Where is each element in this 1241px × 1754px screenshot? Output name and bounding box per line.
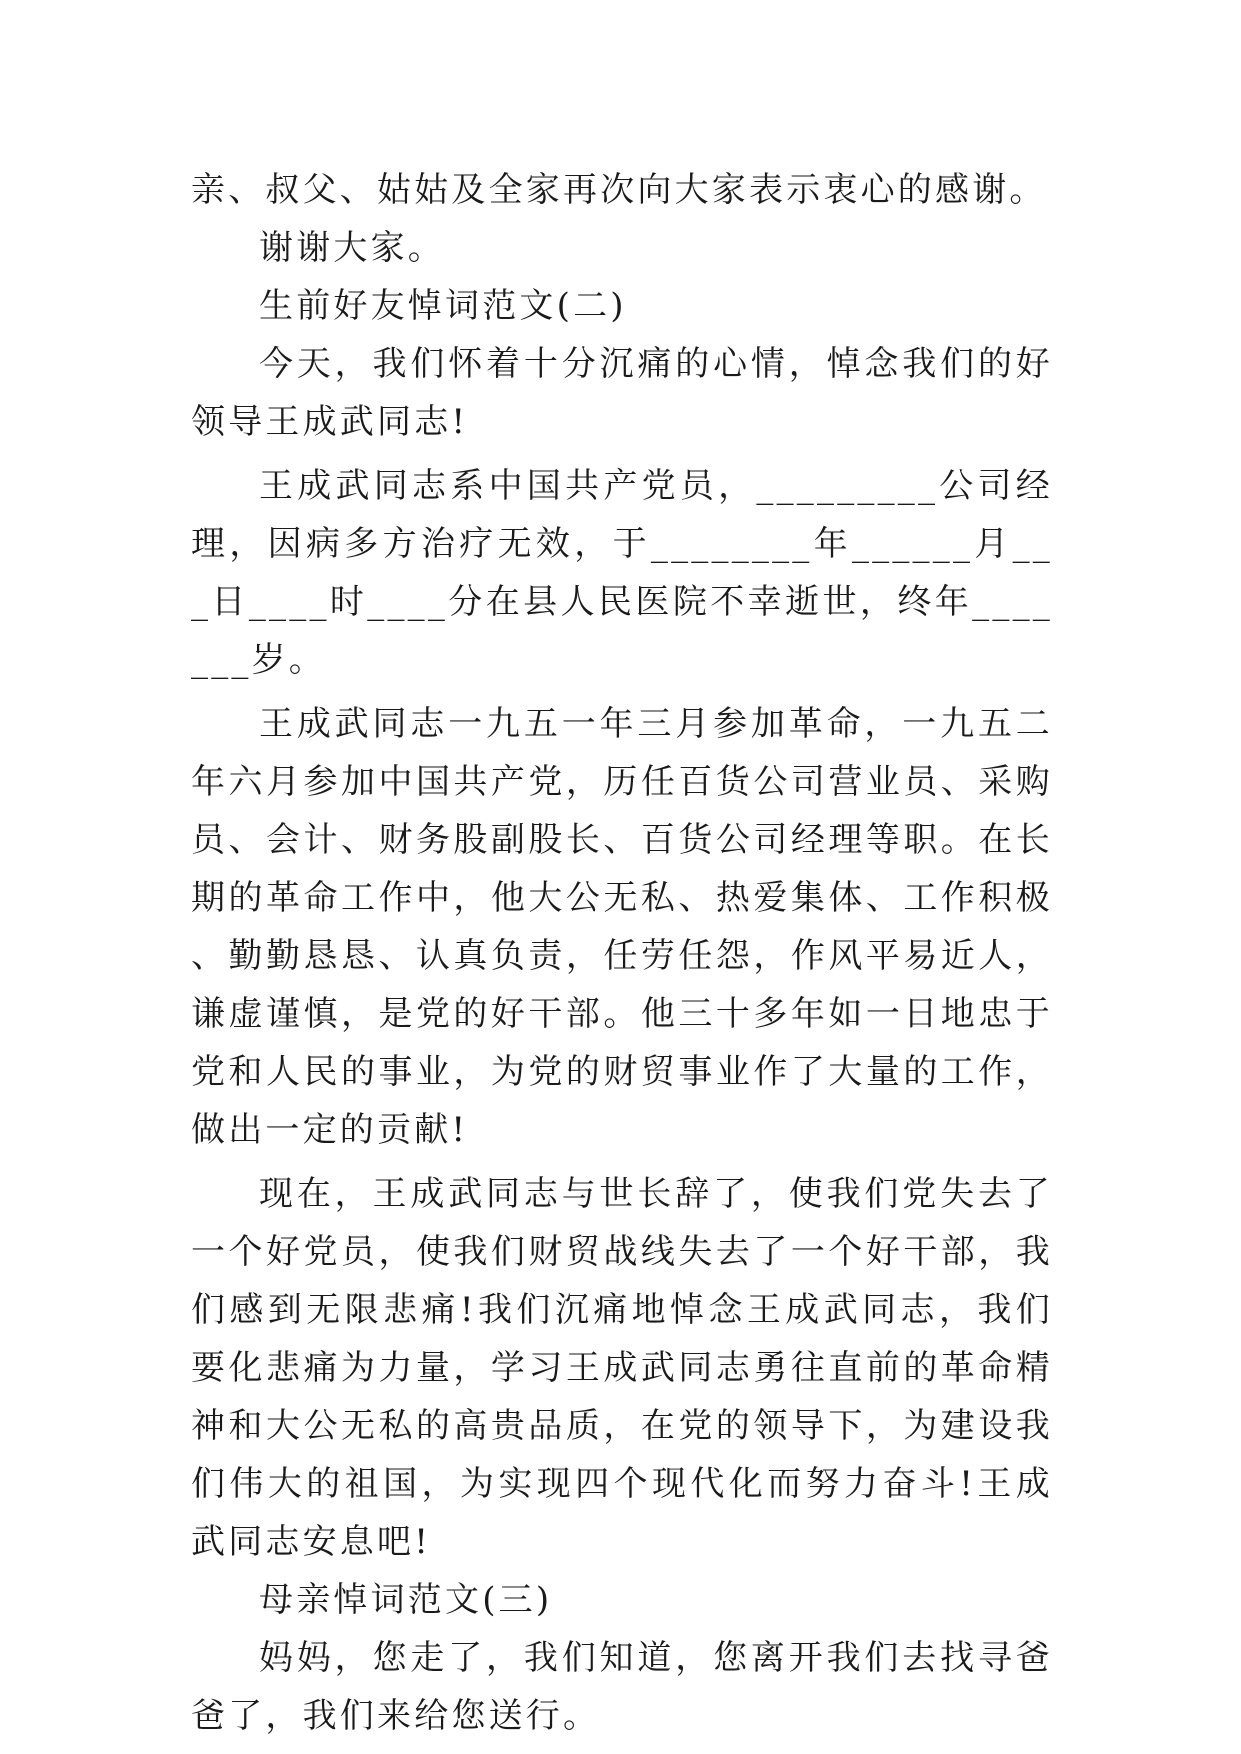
paragraph-obituary-details: 王成武同志系中国共产党员，_________公司经理，因病多方治疗无效，于________年______月___日____时____分在县人民医院不幸逝世，终年_______岁。 [191, 466, 1053, 680]
paragraph-opening: 今天，我们怀着十分沉痛的心情，悼念我们的好领导王成武同志! [191, 344, 1053, 442]
section-heading-3: 母亲悼词范文(三) [259, 1580, 553, 1620]
paragraph-closing-thanks: 亲、叔父、姑姑及全家再次向大家表示衷心的感谢。 [191, 170, 1047, 210]
document-body [191, 161, 1053, 1745]
paragraph-mourning: 现在，王成武同志与世长辞了，使我们党失去了一个好党员，使我们财贸战线失去了一个好干部，我们感到无限悲痛!我们沉痛地悼念王成武同志，我们要化悲痛为力量，学习王成武同志勇往直前的革命精神和大公无私的高贵品质，在党的领导下，为建设我们伟大的祖国，为实现四个现代化而努力奋斗!王成武同志安息吧! [191, 1174, 1053, 1562]
paragraph-mother-farewell: 妈妈，您走了，我们知道，您离开我们去找寻爸爸了，我们来给您送行。 [191, 1638, 1053, 1736]
section-heading-2: 生前好友悼词范文(二) [259, 286, 627, 326]
paragraph-biography: 王成武同志一九五一年三月参加革命，一九五二年六月参加中国共产党，历任百货公司营业员、采购员、会计、财务股副股长、百货公司经理等职。在长期的革命工作中，他大公无私、热爱集体、工作积极、勤勤恳恳、认真负责，任劳任怨，作风平易近人，谦虚谨慎，是党的好干部。他三十多年如一日地忠于党和人民的事业，为党的财贸事业作了大量的工作，做出一定的贡献! [191, 704, 1053, 1150]
paragraph-thank-you: 谢谢大家。 [259, 228, 445, 268]
